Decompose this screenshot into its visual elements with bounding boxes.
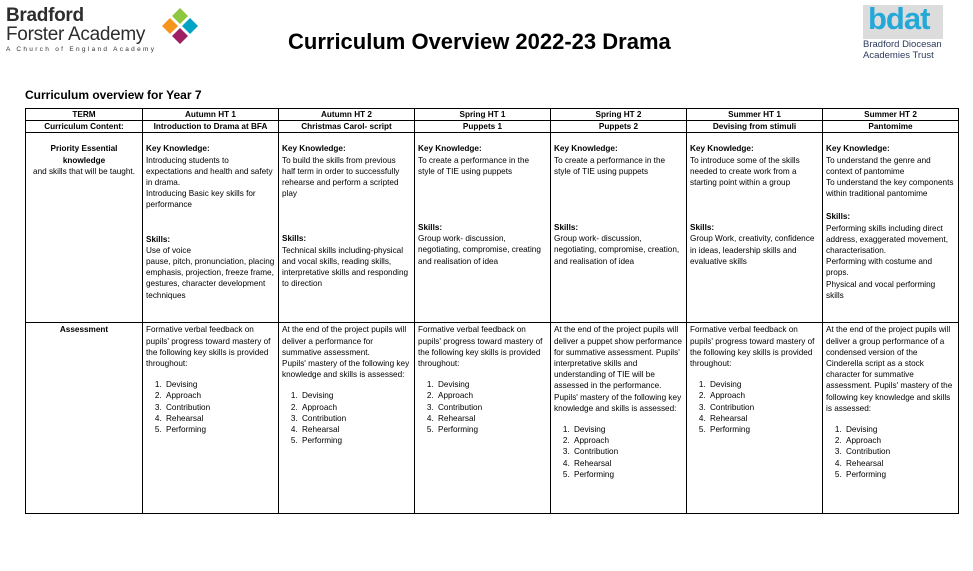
topic-cell: Pantomime xyxy=(823,121,959,133)
term-label: TERM xyxy=(26,109,143,121)
section-subtitle: Curriculum overview for Year 7 xyxy=(25,88,202,102)
skills-list xyxy=(146,379,275,435)
skills-heading: Skills: xyxy=(282,234,307,244)
key-knowledge-heading: Key Knowledge: xyxy=(418,144,482,154)
key-knowledge-heading: Key Knowledge: xyxy=(826,144,890,154)
assessment-cell xyxy=(279,323,415,514)
list-item: 3. Contribution xyxy=(164,402,275,413)
skills-text: Use of voice xyxy=(146,245,192,255)
key-knowledge-text: To understand the key components within traditional pantomime xyxy=(826,178,954,199)
skills-text: Group Work, creativity, confidence in ideas, leadership skills and evaluative skills xyxy=(690,234,815,266)
list-item: 1. Devising xyxy=(844,424,955,435)
term-header: Autumn HT 1 xyxy=(143,109,279,121)
term-header: Summer HT 1 xyxy=(687,109,823,121)
skills-text: pause, pitch, pronunciation, placing emphasis, projection, freeze frame, gestures, character development techniques xyxy=(146,257,275,300)
assessment-text: Formative verbal feedback on pupils' progress toward mastery of the following key skills is provided throughout: xyxy=(146,325,271,369)
knowledge-cell xyxy=(143,133,279,323)
key-knowledge-heading: Key Knowledge: xyxy=(690,144,754,154)
term-header: Spring HT 2 xyxy=(551,109,687,121)
list-item: 5. Performing xyxy=(572,469,683,480)
priority-label-cell xyxy=(26,133,143,323)
page-title: Curriculum Overview 2022-23 Drama xyxy=(288,29,671,54)
skills-text: Technical skills including-physical and vocal skills, reading skills, interpretative skills and responding to direction xyxy=(282,245,409,289)
list-item: 3. Contribution xyxy=(844,446,955,457)
skills-list xyxy=(554,424,683,480)
term-header: Summer HT 2 xyxy=(823,109,959,121)
list-item: 2. Approach xyxy=(844,435,955,446)
trust-logo-wordmark: bdat xyxy=(868,1,930,36)
skills-heading: Skills: xyxy=(418,223,443,233)
priority-label: Priority Essential knowledge xyxy=(50,144,118,165)
list-item: 1. Devising xyxy=(572,424,683,435)
trust-logo xyxy=(860,1,970,63)
skills-text: Performing skills including direct address, exaggerated movement, characterisation. xyxy=(826,223,948,256)
school-name-line1: Bradford xyxy=(6,5,84,26)
assessment-label: Assessment xyxy=(26,323,143,514)
school-logo xyxy=(6,6,206,62)
list-item: 2. Approach xyxy=(572,435,683,446)
list-item: 3. Contribution xyxy=(300,413,411,424)
assessment-text: Formative verbal feedback on pupils' progress toward mastery of the following key skills is provided throughout: xyxy=(418,325,543,369)
assessment-text: At the end of the project pupils will deliver a group performance of a condensed version of the Cinderella script as a stock character for summative assessment. Pupils' mastery of the following key knowledge and skills is assessed: xyxy=(826,325,953,413)
list-item: 3. Contribution xyxy=(436,402,547,413)
term-header: Autumn HT 2 xyxy=(279,109,415,121)
term-row xyxy=(26,109,959,121)
list-item: 2. Approach xyxy=(436,390,547,401)
list-item: 5. Performing xyxy=(436,424,547,435)
key-knowledge-text: To create a performance in the style of TIE using puppets xyxy=(418,155,530,176)
knowledge-row xyxy=(26,133,959,323)
list-item: 3. Contribution xyxy=(572,446,683,457)
list-item: 4. Rehearsal xyxy=(300,424,411,435)
key-knowledge-heading: Key Knowledge: xyxy=(554,144,618,154)
term-header: Spring HT 1 xyxy=(415,109,551,121)
assessment-text: At the end of the project pupils will deliver a puppet show performance for summative assessment. Pupils' interpretative skills and understanding of TIE will be assessed in the performance. Pupils' mastery of the following key knowledge and skills is assessed: xyxy=(554,325,682,413)
skills-text: Performing with costume and props. xyxy=(826,257,933,278)
topic-cell: Christmas Carol- script xyxy=(279,121,415,133)
trust-name-line2: Academies Trust xyxy=(863,50,934,61)
skills-list xyxy=(282,390,411,446)
school-emblem-icon xyxy=(158,6,202,50)
assessment-cell xyxy=(143,323,279,514)
list-item: 1. Devising xyxy=(436,379,547,390)
list-item: 1. Devising xyxy=(708,379,819,390)
skills-list xyxy=(690,379,819,435)
list-item: 2. Approach xyxy=(300,402,411,413)
assessment-row xyxy=(26,323,959,514)
key-knowledge-text: To create a performance in the style of TIE using puppets xyxy=(554,155,666,176)
trust-name-line1: Bradford Diocesan xyxy=(863,39,942,50)
key-knowledge-text: To understand the genre and context of pantomime xyxy=(826,155,931,176)
skills-text: Physical and vocal performing skills xyxy=(826,279,936,300)
assessment-text: Formative verbal feedback on pupils' progress toward mastery of the following key skills is provided throughout: xyxy=(690,325,815,369)
knowledge-cell xyxy=(279,133,415,323)
knowledge-cell xyxy=(823,133,959,323)
key-knowledge-text: To build the skills from previous half term in order to successfully rehearse and perform a scripted play xyxy=(282,155,400,199)
key-knowledge-heading: Key Knowledge: xyxy=(146,144,210,154)
priority-sublabel: and skills that will be taught. xyxy=(33,166,135,176)
key-knowledge-heading: Key Knowledge: xyxy=(282,144,346,154)
skills-list xyxy=(826,424,955,480)
topic-cell: Puppets 2 xyxy=(551,121,687,133)
assessment-cell xyxy=(415,323,551,514)
key-knowledge-text: Introducing students to expectations and health and safety in drama. xyxy=(146,155,273,188)
school-name-line2: Forster Academy xyxy=(6,24,146,45)
skills-text: Group work- discussion, negotiating, compromise, creation, and realisation of idea xyxy=(554,234,680,266)
list-item: 4. Rehearsal xyxy=(844,458,955,469)
content-label: Curriculum Content: xyxy=(26,121,143,133)
list-item: 4. Rehearsal xyxy=(436,413,547,424)
list-item: 4. Rehearsal xyxy=(708,413,819,424)
list-item: 1. Devising xyxy=(300,390,411,401)
list-item: 3. Contribution xyxy=(708,402,819,413)
assessment-cell xyxy=(823,323,959,514)
knowledge-cell xyxy=(687,133,823,323)
list-item: 4. Rehearsal xyxy=(572,458,683,469)
skills-list xyxy=(418,379,547,435)
topic-cell: Devising from stimuli xyxy=(687,121,823,133)
topic-cell: Introduction to Drama at BFA xyxy=(143,121,279,133)
trust-name xyxy=(863,39,942,61)
list-item: 5. Performing xyxy=(300,435,411,446)
assessment-cell xyxy=(687,323,823,514)
list-item: 1. Devising xyxy=(164,379,275,390)
knowledge-cell xyxy=(551,133,687,323)
skills-heading: Skills: xyxy=(826,212,851,222)
list-item: 2. Approach xyxy=(164,390,275,401)
curriculum-table xyxy=(25,108,959,514)
content-row xyxy=(26,121,959,133)
key-knowledge-text: To introduce some of the skills needed to create work from a starting point within a group xyxy=(690,155,800,188)
skills-text: Group work- discussion, negotiating, compromise, creating and realisation of idea xyxy=(418,234,541,266)
list-item: 5. Performing xyxy=(708,424,819,435)
skills-heading: Skills: xyxy=(690,223,715,233)
assessment-text: At the end of the project pupils will deliver a performance for summative assessment. Pupils' mastery of the following key knowledge and skills is assessed: xyxy=(282,325,410,380)
skills-heading: Skills: xyxy=(146,234,171,244)
skills-heading: Skills: xyxy=(554,223,579,233)
school-tagline: A Church of England Academy xyxy=(6,46,157,53)
list-item: 2. Approach xyxy=(708,390,819,401)
list-item: 4. Rehearsal xyxy=(164,413,275,424)
assessment-cell xyxy=(551,323,687,514)
key-knowledge-text: Introducing Basic key skills for performance xyxy=(146,189,256,210)
list-item: 5. Performing xyxy=(164,424,275,435)
list-item: 5. Performing xyxy=(844,469,955,480)
knowledge-cell xyxy=(415,133,551,323)
topic-cell: Puppets 1 xyxy=(415,121,551,133)
